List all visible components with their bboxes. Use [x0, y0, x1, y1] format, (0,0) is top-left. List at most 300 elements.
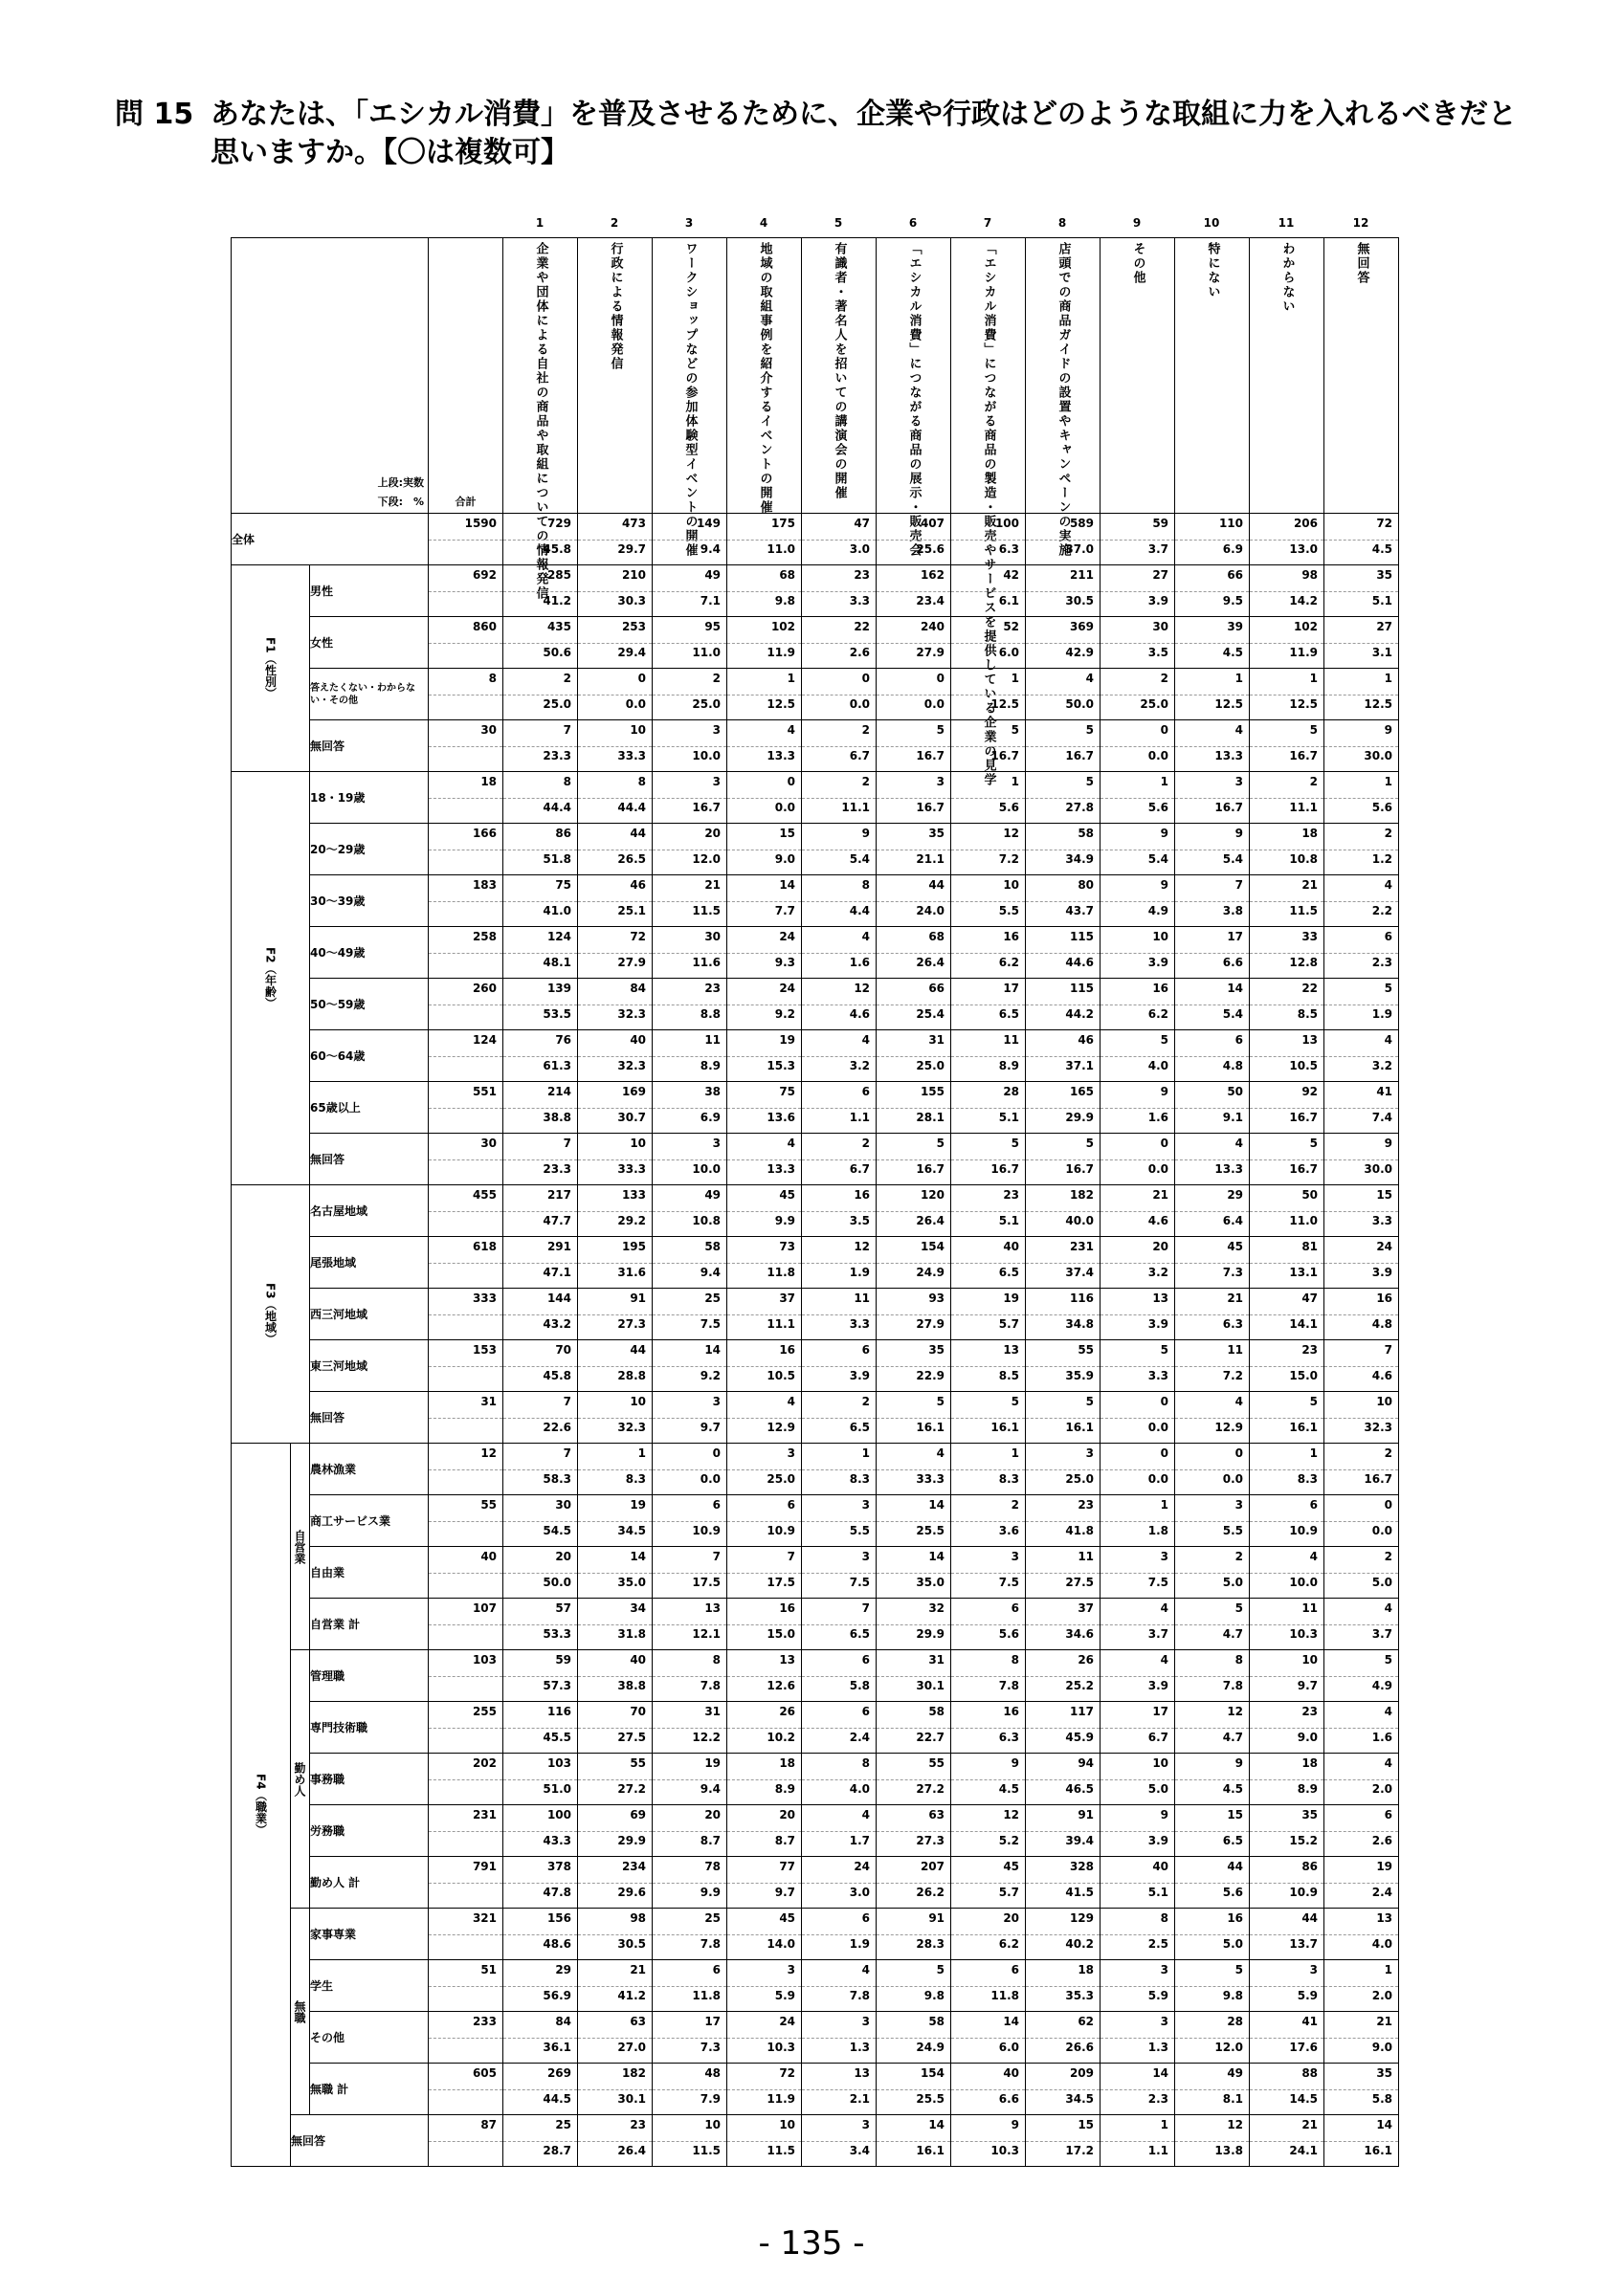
- row-label: 全体: [232, 514, 429, 565]
- value-cell: [727, 875, 802, 927]
- value-cell: [951, 565, 1026, 617]
- count: 49: [704, 1188, 722, 1202]
- value-cell: [1101, 1134, 1175, 1185]
- count: 45: [1003, 1860, 1020, 1873]
- percent: 5.1: [1147, 1886, 1169, 1899]
- row-label: 無回答: [291, 2115, 429, 2167]
- percent: 48.1: [543, 956, 572, 969]
- percent: 33.3: [617, 749, 647, 762]
- percent: 6.3: [998, 542, 1020, 556]
- value-cell: [1026, 2012, 1101, 2064]
- value-cell: [1026, 1599, 1101, 1650]
- percent: 43.7: [1065, 904, 1095, 917]
- count: 24: [854, 1860, 871, 1873]
- count: 1: [1234, 672, 1244, 685]
- count: 1: [861, 1446, 871, 1460]
- count: 3: [861, 1550, 871, 1563]
- count: 34: [630, 1601, 647, 1615]
- percent: 0.0: [1147, 1421, 1169, 1434]
- value-cell: [653, 1960, 727, 2012]
- percent: 38.8: [543, 1111, 572, 1124]
- value-cell: [1101, 2064, 1175, 2115]
- count: 87: [480, 2118, 498, 2131]
- note-lower: 下段: %: [377, 496, 425, 508]
- count: 3: [1011, 1550, 1020, 1563]
- value-cell: [877, 1805, 951, 1857]
- count: 9: [1160, 878, 1169, 892]
- percent: 1.6: [849, 956, 871, 969]
- count: 15: [1078, 2118, 1095, 2131]
- row-label: 勤め人 計: [310, 1857, 429, 1909]
- total-cell: [429, 979, 503, 1030]
- count: 202: [472, 1756, 498, 1770]
- subgroup-label: [291, 1650, 310, 1909]
- group-label-text: F2（年齢）: [263, 947, 278, 1009]
- value-cell: [503, 772, 578, 824]
- value-cell: [1250, 1082, 1324, 1134]
- value-cell: [1101, 565, 1175, 617]
- value-cell: [1324, 2064, 1399, 2115]
- count: 22: [854, 620, 871, 633]
- count: 45: [1227, 1240, 1244, 1253]
- value-cell: [727, 1134, 802, 1185]
- count: 6: [1384, 930, 1393, 943]
- value-cell: [727, 565, 802, 617]
- value-cell: [1250, 1185, 1324, 1237]
- column-number: 2: [610, 216, 619, 230]
- count: 1: [1309, 672, 1319, 685]
- percent: 3.7: [1371, 1627, 1393, 1641]
- count: 17: [1152, 1705, 1169, 1718]
- percent: 34.9: [1065, 852, 1095, 866]
- count: 77: [779, 1860, 796, 1873]
- total-cell: [429, 1547, 503, 1599]
- column-label: 企業や団体による自社の商品や取組についての情報発信: [533, 242, 548, 601]
- percent: 34.5: [617, 1524, 647, 1537]
- column-header: [1250, 238, 1324, 514]
- count: 165: [1069, 1085, 1095, 1098]
- count: 4: [1384, 1033, 1393, 1047]
- percent: 9.7: [1297, 1679, 1319, 1692]
- value-cell: [1175, 1960, 1250, 2012]
- value-cell: [1324, 1599, 1399, 1650]
- percent: 1.9: [849, 1266, 871, 1279]
- count: 234: [621, 1860, 647, 1873]
- percent: 9.3: [774, 956, 796, 969]
- count: 2: [861, 1137, 871, 1150]
- count: 4: [1160, 1601, 1169, 1615]
- percent: 34.5: [1065, 2092, 1095, 2106]
- count: 175: [770, 517, 796, 530]
- value-cell: [653, 1805, 727, 1857]
- count: 1: [1384, 775, 1393, 788]
- count: 18: [1301, 827, 1319, 840]
- count: 2: [563, 672, 572, 685]
- percent: 11.1: [767, 1317, 796, 1331]
- count: 10: [704, 2118, 722, 2131]
- percent: 5.8: [849, 1679, 871, 1692]
- value-cell: [877, 514, 951, 565]
- percent: 12.1: [692, 1627, 722, 1641]
- percent: 32.3: [1364, 1421, 1393, 1434]
- count: 19: [779, 1033, 796, 1047]
- count: 27: [1152, 568, 1169, 582]
- percent: 3.9: [1371, 1266, 1393, 1279]
- value-cell: [1324, 617, 1399, 669]
- percent: 7.8: [700, 1937, 722, 1951]
- value-cell: [727, 1960, 802, 2012]
- percent: 7.8: [998, 1679, 1020, 1692]
- value-cell: [1175, 979, 1250, 1030]
- count: 473: [621, 517, 647, 530]
- value-cell: [1324, 1547, 1399, 1599]
- percent: 5.1: [998, 1111, 1020, 1124]
- value-cell: [1324, 2012, 1399, 2064]
- count: 10: [1152, 1756, 1169, 1770]
- count: 86: [555, 827, 572, 840]
- count: 115: [1069, 982, 1095, 995]
- value-cell: [1175, 1030, 1250, 1082]
- value-cell: [503, 1495, 578, 1547]
- value-cell: [1324, 1030, 1399, 1082]
- value-cell: [1101, 1702, 1175, 1754]
- percent: 5.6: [1371, 801, 1393, 814]
- count: 14: [630, 1550, 647, 1563]
- count: 26: [779, 1705, 796, 1718]
- percent: 7.1: [700, 594, 722, 607]
- percent: 44.4: [543, 801, 572, 814]
- count: 8: [861, 1756, 871, 1770]
- value-cell: [503, 1134, 578, 1185]
- percent: 12.0: [1214, 2041, 1244, 2054]
- percent: 45.8: [543, 542, 572, 556]
- value-cell: [653, 875, 727, 927]
- percent: 9.4: [700, 542, 722, 556]
- percent: 10.3: [990, 2144, 1020, 2157]
- percent: 10.8: [692, 1214, 722, 1227]
- count: 149: [696, 517, 722, 530]
- column-header: [578, 238, 653, 514]
- percent: 41.8: [1065, 1524, 1095, 1537]
- count: 269: [546, 2066, 572, 2080]
- count: 4: [787, 723, 796, 737]
- count: 40: [1152, 1860, 1169, 1873]
- count: 217: [546, 1188, 572, 1202]
- count: 3: [712, 775, 722, 788]
- percent: 4.6: [849, 1007, 871, 1021]
- table-row: [232, 1960, 1399, 2012]
- count: 20: [1152, 1240, 1169, 1253]
- value-cell: [802, 1599, 877, 1650]
- value-cell: [727, 1340, 802, 1392]
- value-cell: [1175, 824, 1250, 875]
- value-cell: [578, 1289, 653, 1340]
- value-cell: [877, 565, 951, 617]
- value-cell: [503, 824, 578, 875]
- value-cell: [951, 1134, 1026, 1185]
- percent: 23.3: [543, 749, 572, 762]
- count: 19: [1003, 1292, 1020, 1305]
- percent: 10.5: [767, 1369, 796, 1382]
- value-cell: [1175, 565, 1250, 617]
- value-cell: [653, 2115, 727, 2167]
- count: 8: [637, 775, 647, 788]
- percent: 16.7: [1065, 749, 1095, 762]
- value-cell: [1026, 1289, 1101, 1340]
- table-row: [232, 1702, 1399, 1754]
- percent: 9.0: [1297, 1731, 1319, 1744]
- value-cell: [802, 565, 877, 617]
- count: 455: [472, 1188, 498, 1202]
- value-cell: [1175, 1392, 1250, 1444]
- count: 153: [472, 1343, 498, 1357]
- value-cell: [1175, 1909, 1250, 1960]
- percent: 5.9: [1297, 1989, 1319, 2002]
- count: 35: [1376, 2066, 1393, 2080]
- value-cell: [1101, 927, 1175, 979]
- percent: 4.5: [1222, 1782, 1244, 1796]
- value-cell: [877, 2012, 951, 2064]
- percent: 31.6: [617, 1266, 647, 1279]
- value-cell: [653, 1702, 727, 1754]
- percent: 27.9: [617, 956, 647, 969]
- value-cell: [727, 1495, 802, 1547]
- count: 2: [861, 723, 871, 737]
- percent: 11.8: [692, 1989, 722, 2002]
- value-cell: [877, 1547, 951, 1599]
- percent: 14.2: [1289, 594, 1319, 607]
- percent: 6.6: [998, 2092, 1020, 2106]
- percent: 6.7: [1147, 1731, 1169, 1744]
- column-number: 5: [834, 216, 843, 230]
- value-cell: [503, 2064, 578, 2115]
- percent: 5.4: [1147, 852, 1169, 866]
- value-cell: [951, 1702, 1026, 1754]
- value-cell: [1026, 1857, 1101, 1909]
- percent: 9.8: [1222, 1989, 1244, 2002]
- count: 116: [1069, 1292, 1095, 1305]
- percent: 8.1: [1222, 2092, 1244, 2106]
- count: 18: [1301, 1756, 1319, 1770]
- percent: 12.9: [1214, 1421, 1244, 1434]
- table-row: [232, 2064, 1399, 2115]
- count: 59: [1152, 517, 1169, 530]
- count: 3: [1234, 1498, 1244, 1512]
- value-cell: [1026, 617, 1101, 669]
- percent: 31.8: [617, 1627, 647, 1641]
- value-cell: [1250, 1702, 1324, 1754]
- count: 78: [704, 1860, 722, 1873]
- count: 16: [1227, 1911, 1244, 1925]
- count: 321: [472, 1911, 498, 1925]
- value-cell: [653, 1237, 727, 1289]
- count: 2: [1384, 827, 1393, 840]
- count: 16: [1003, 1705, 1020, 1718]
- count: 12: [1227, 1705, 1244, 1718]
- percent: 16.7: [916, 801, 945, 814]
- value-cell: [578, 565, 653, 617]
- value-cell: [653, 1547, 727, 1599]
- percent: 5.5: [849, 1524, 871, 1537]
- percent: 11.0: [767, 542, 796, 556]
- count: 115: [1069, 930, 1095, 943]
- percent: 5.0: [1147, 1782, 1169, 1796]
- count: 20: [779, 1808, 796, 1821]
- percent: 29.6: [617, 1886, 647, 1899]
- percent: 22.9: [916, 1369, 945, 1382]
- value-cell: [1026, 1392, 1101, 1444]
- count: 94: [1078, 1756, 1095, 1770]
- value-cell: [1324, 1702, 1399, 1754]
- column-label: わからない: [1279, 242, 1295, 314]
- count: 6: [1011, 1601, 1020, 1615]
- value-cell: [503, 1857, 578, 1909]
- percent: 3.0: [849, 1886, 871, 1899]
- count: 0: [712, 1446, 722, 1460]
- count: 6: [1384, 1808, 1393, 1821]
- percent: 3.9: [1147, 594, 1169, 607]
- row-label: 60～64歳: [310, 1030, 429, 1082]
- count: 31: [480, 1395, 498, 1408]
- count: 50: [1301, 1188, 1319, 1202]
- group-label-text: F3（地域）: [263, 1283, 278, 1345]
- table-row: [232, 1340, 1399, 1392]
- value-cell: [578, 1495, 653, 1547]
- count: 1: [1160, 2118, 1169, 2131]
- count: 551: [472, 1085, 498, 1098]
- percent: 5.0: [1371, 1576, 1393, 1589]
- percent: 6.9: [700, 1111, 722, 1124]
- value-cell: [1250, 1392, 1324, 1444]
- count: 1: [1309, 1446, 1319, 1460]
- value-cell: [503, 1702, 578, 1754]
- percent: 6.5: [849, 1627, 871, 1641]
- value-cell: [578, 1909, 653, 1960]
- percent: 44.6: [1065, 956, 1095, 969]
- count: 4: [1160, 1653, 1169, 1667]
- count: 59: [555, 1653, 572, 1667]
- percent: 25.5: [916, 2092, 945, 2106]
- percent: 7.5: [849, 1576, 871, 1589]
- percent: 16.7: [916, 1162, 945, 1176]
- value-cell: [802, 1392, 877, 1444]
- percent: 13.3: [767, 1162, 796, 1176]
- percent: 7.5: [1147, 1576, 1169, 1589]
- percent: 11.6: [692, 956, 722, 969]
- value-cell: [877, 2064, 951, 2115]
- row-label: 西三河地域: [310, 1289, 429, 1340]
- group-label: [232, 1185, 310, 1444]
- count: 3: [712, 1137, 722, 1150]
- total-cell: [429, 1909, 503, 1960]
- value-cell: [1101, 669, 1175, 720]
- percent: 0.0: [625, 697, 647, 711]
- value-cell: [951, 1030, 1026, 1082]
- count: 13: [779, 1653, 796, 1667]
- row-label: 無回答: [310, 720, 429, 772]
- count: 28: [1003, 1085, 1020, 1098]
- value-cell: [1250, 1857, 1324, 1909]
- value-cell: [951, 1082, 1026, 1134]
- percent: 30.3: [617, 594, 647, 607]
- total-label: 合計: [455, 496, 477, 508]
- value-cell: [1101, 875, 1175, 927]
- count: 73: [779, 1240, 796, 1253]
- count: 10: [630, 723, 647, 737]
- value-cell: [802, 1185, 877, 1237]
- percent: 1.2: [1371, 852, 1393, 866]
- table-row: [232, 617, 1399, 669]
- count: 49: [1227, 2066, 1244, 2080]
- percent: 25.0: [767, 1472, 796, 1486]
- percent: 27.0: [617, 2041, 647, 2054]
- value-cell: [1324, 1857, 1399, 1909]
- percent: 37.0: [1065, 542, 1095, 556]
- count: 4: [1384, 1705, 1393, 1718]
- value-cell: [503, 1340, 578, 1392]
- value-cell: [1175, 875, 1250, 927]
- percent: 54.5: [543, 1524, 572, 1537]
- value-cell: [578, 875, 653, 927]
- value-cell: [951, 1289, 1026, 1340]
- count: 260: [472, 982, 498, 995]
- count: 18: [779, 1756, 796, 1770]
- percent: 41.5: [1065, 1886, 1095, 1899]
- count: 9: [1160, 1085, 1169, 1098]
- value-cell: [951, 1444, 1026, 1495]
- count: 129: [1069, 1911, 1095, 1925]
- value-cell: [727, 927, 802, 979]
- count: 27: [1376, 620, 1393, 633]
- percent: 17.6: [1289, 2041, 1319, 2054]
- count: 0: [936, 672, 945, 685]
- percent: 9.9: [700, 1886, 722, 1899]
- value-cell: [951, 1185, 1026, 1237]
- value-cell: [877, 1599, 951, 1650]
- percent: 4.9: [1371, 1679, 1393, 1692]
- value-cell: [802, 1702, 877, 1754]
- value-cell: [877, 2115, 951, 2167]
- value-cell: [1026, 1650, 1101, 1702]
- column-number: 10: [1203, 216, 1220, 230]
- row-label: 名古屋地域: [310, 1185, 429, 1237]
- percent: 5.1: [998, 1214, 1020, 1227]
- value-cell: [1101, 1909, 1175, 1960]
- percent: 56.9: [543, 1989, 572, 2002]
- percent: 16.7: [916, 749, 945, 762]
- percent: 3.9: [1147, 1834, 1169, 1847]
- count: 6: [861, 1705, 871, 1718]
- value-cell: [578, 1702, 653, 1754]
- count: 209: [1069, 2066, 1095, 2080]
- value-cell: [802, 2064, 877, 2115]
- value-cell: [1101, 824, 1175, 875]
- row-label: 商工サービス業: [310, 1495, 429, 1547]
- percent: 27.3: [617, 1317, 647, 1331]
- percent: 7.8: [849, 1989, 871, 2002]
- percent: 38.8: [617, 1679, 647, 1692]
- percent: 23.4: [916, 594, 945, 607]
- count: 29: [555, 1963, 572, 1976]
- percent: 2.3: [1371, 956, 1393, 969]
- count: 13: [1301, 1033, 1319, 1047]
- count: 1: [1011, 1446, 1020, 1460]
- count: 117: [1069, 1705, 1095, 1718]
- percent: 7.5: [998, 1576, 1020, 1589]
- count: 21: [1301, 878, 1319, 892]
- total-cell: [429, 1444, 503, 1495]
- count: 16: [1152, 982, 1169, 995]
